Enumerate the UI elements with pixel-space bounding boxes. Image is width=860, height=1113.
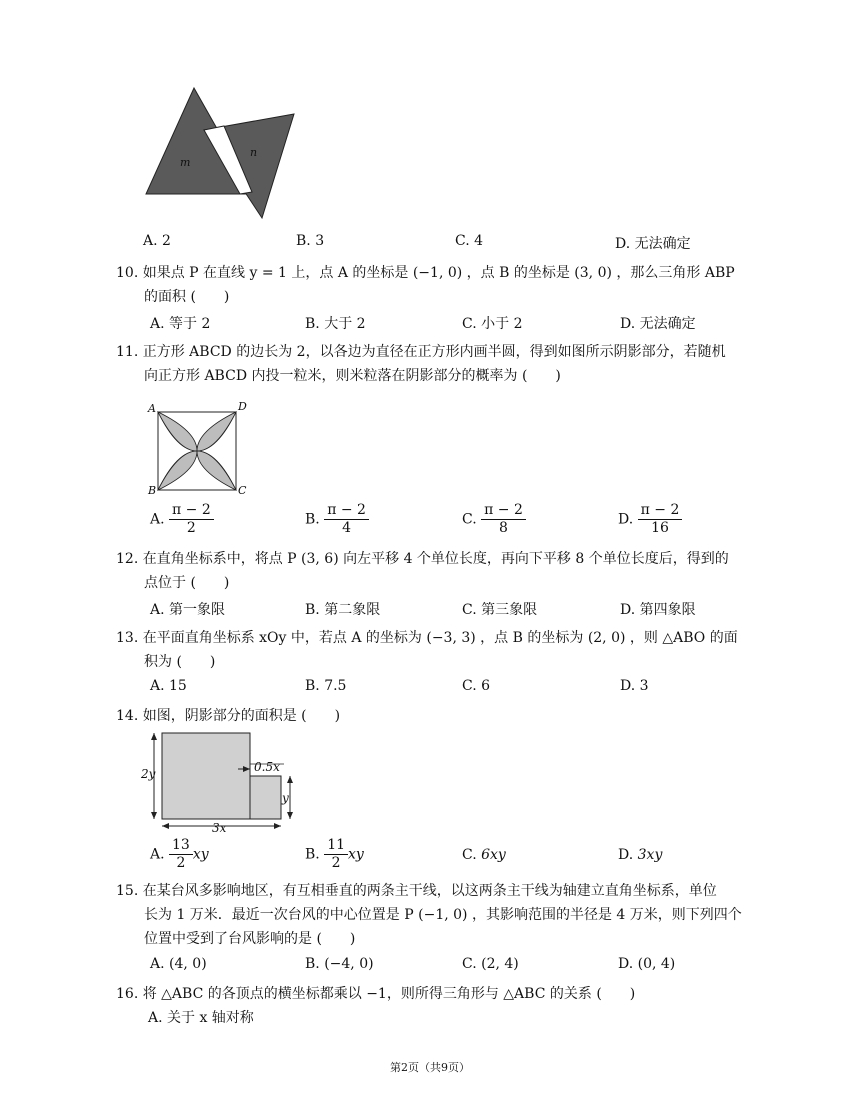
q11-option-d[interactable] bbox=[618, 502, 682, 537]
page-footer: 第2页（共9页） bbox=[390, 1061, 470, 1074]
q14-option-d-text: 3xy bbox=[637, 847, 663, 863]
q11-line2: 向正方形 ABCD 内投一粒米，则米粒落在阴影部分的概率为 ( ) bbox=[144, 368, 561, 384]
q15-line3: 位置中受到了台风影响的是 ( ) bbox=[144, 931, 356, 947]
q10-option-c[interactable]: C. 小于 2 bbox=[462, 316, 523, 332]
q10-line1: 10. 如果点 P 在直线 y = 1 上，点 A 的坐标是 (−1, 0) ，点 B 的坐标是 (3, 0) ，那么三角形 ABP bbox=[116, 265, 735, 281]
q14-label-y: y bbox=[282, 791, 289, 805]
q13-stem bbox=[116, 626, 766, 674]
q16-stem bbox=[116, 982, 766, 1006]
q14-option-b-letter: B. bbox=[305, 846, 320, 863]
q12-option-a[interactable]: A. 第一象限 bbox=[150, 602, 226, 618]
q15-stem bbox=[116, 879, 766, 951]
q11-label-d: D bbox=[238, 400, 247, 413]
q14-option-a[interactable] bbox=[150, 837, 209, 872]
q14-option-a-fraction: $\frac{13}{2}$ bbox=[169, 837, 193, 872]
q15-line2: 长为 1 万米．最近一次台风的中心位置是 P (−1, 0) ，其影响范围的半径是 4 万米，则下列四个 bbox=[144, 907, 742, 923]
q9-option-b[interactable]: B. 3 bbox=[296, 233, 325, 249]
q14-label-2y: 2y bbox=[141, 767, 156, 781]
q11-label-a: A bbox=[148, 402, 156, 415]
q14-option-d-letter: D. bbox=[618, 847, 634, 863]
q13-line2: 积为 ( ) bbox=[144, 654, 216, 670]
q11-stem bbox=[116, 340, 766, 388]
q9-label-n: n bbox=[250, 146, 258, 159]
q12-stem bbox=[116, 547, 766, 595]
q10-option-b[interactable]: B. 大于 2 bbox=[305, 316, 366, 332]
q12-line2: 点位于 ( ) bbox=[144, 575, 230, 591]
q11-option-d-letter: D. bbox=[618, 511, 634, 528]
q10-stem bbox=[116, 261, 766, 309]
q16-option-a[interactable]: A. 关于 x 轴对称 bbox=[148, 1010, 254, 1026]
q14-figure bbox=[140, 728, 300, 834]
q11-option-d-fraction: $\frac{\pi - 2}{16}$ bbox=[638, 502, 683, 537]
q14-option-d[interactable] bbox=[618, 847, 662, 863]
q11-option-b[interactable] bbox=[305, 502, 369, 537]
q15-option-d[interactable]: D. (0, 4) bbox=[618, 956, 676, 972]
q14-option-a-letter: A. bbox=[150, 846, 165, 863]
q11-option-b-fraction: $\frac{\pi - 2}{4}$ bbox=[324, 502, 369, 537]
q9-figure bbox=[140, 86, 300, 220]
q14-option-c[interactable] bbox=[462, 847, 506, 863]
q9-label-m: m bbox=[180, 156, 191, 169]
q14-label-05x: 0.5x bbox=[254, 760, 280, 774]
q12-option-d[interactable]: D. 第四象限 bbox=[620, 602, 696, 618]
q16-line1: 16. 将 △ABC 的各顶点的横坐标都乘以 −1，则所得三角形与 △ABC 的关系 ( ) bbox=[116, 986, 636, 1002]
q11-option-a-fraction: $\frac{\pi - 2}{2}$ bbox=[169, 502, 214, 537]
q11-option-a-letter: A. bbox=[150, 511, 165, 528]
q13-option-a[interactable]: A. 15 bbox=[150, 678, 187, 694]
q11-option-b-letter: B. bbox=[305, 511, 320, 528]
q11-option-a[interactable] bbox=[150, 502, 214, 537]
q9-option-d[interactable]: D. 无法确定 bbox=[615, 236, 691, 252]
q14-option-a-tail: xy bbox=[192, 846, 209, 863]
q14-label-3x: 3x bbox=[212, 821, 227, 834]
q13-option-c[interactable]: C. 6 bbox=[462, 678, 491, 694]
q9-option-c[interactable]: C. 4 bbox=[455, 233, 484, 249]
q15-line1: 15. 在某台风多影响地区，有互相垂直的两条主干线，以这两条主干线为轴建立直角坐标系，单位 bbox=[116, 883, 717, 899]
q11-option-c-fraction: $\frac{\pi - 2}{8}$ bbox=[481, 502, 526, 537]
q14-option-c-text: 6xy bbox=[481, 847, 506, 863]
q9-option-a[interactable]: A. 2 bbox=[143, 233, 171, 249]
q11-line1: 11. 正方形 ABCD 的边长为 2，以各边为直径在正方形内画半圆，得到如图所示阴影部分，若随机 bbox=[116, 344, 726, 360]
q14-stem bbox=[116, 704, 766, 728]
q13-option-d[interactable]: D. 3 bbox=[620, 678, 649, 694]
q12-line1: 12. 在直角坐标系中，将点 P (3, 6) 向左平移 4 个单位长度，再向下平移 8 个单位长度后，得到的 bbox=[116, 551, 729, 567]
q15-option-c[interactable]: C. (2, 4) bbox=[462, 956, 519, 972]
q14-option-c-letter: C. bbox=[462, 847, 477, 863]
q14-option-b-tail: xy bbox=[348, 846, 364, 863]
q10-option-a[interactable]: A. 等于 2 bbox=[150, 316, 211, 332]
q10-option-d[interactable]: D. 无法确定 bbox=[620, 316, 696, 332]
q11-option-c[interactable] bbox=[462, 502, 526, 537]
q15-option-a[interactable]: A. (4, 0) bbox=[150, 956, 207, 972]
q15-option-b[interactable]: B. (−4, 0) bbox=[305, 956, 374, 972]
q11-label-c: C bbox=[238, 484, 247, 496]
q11-figure bbox=[144, 398, 248, 496]
q14-option-b[interactable] bbox=[305, 837, 364, 872]
q11-option-c-letter: C. bbox=[462, 511, 477, 528]
q12-option-b[interactable]: B. 第二象限 bbox=[305, 602, 381, 618]
q13-option-b[interactable]: B. 7.5 bbox=[305, 678, 347, 694]
q11-label-b: B bbox=[148, 484, 157, 496]
q14-line1: 14. 如图，阴影部分的面积是 ( ) bbox=[116, 708, 341, 724]
q12-option-c[interactable]: C. 第三象限 bbox=[462, 602, 538, 618]
q10-line2: 的面积 ( ) bbox=[144, 289, 230, 305]
q13-line1: 13. 在平面直角坐标系 xOy 中，若点 A 的坐标为 (−3, 3) ，点 B 的坐标为 (2, 0) ，则 △ABO 的面 bbox=[116, 630, 738, 646]
q14-option-b-fraction: $\frac{11}{2}$ bbox=[324, 837, 348, 872]
